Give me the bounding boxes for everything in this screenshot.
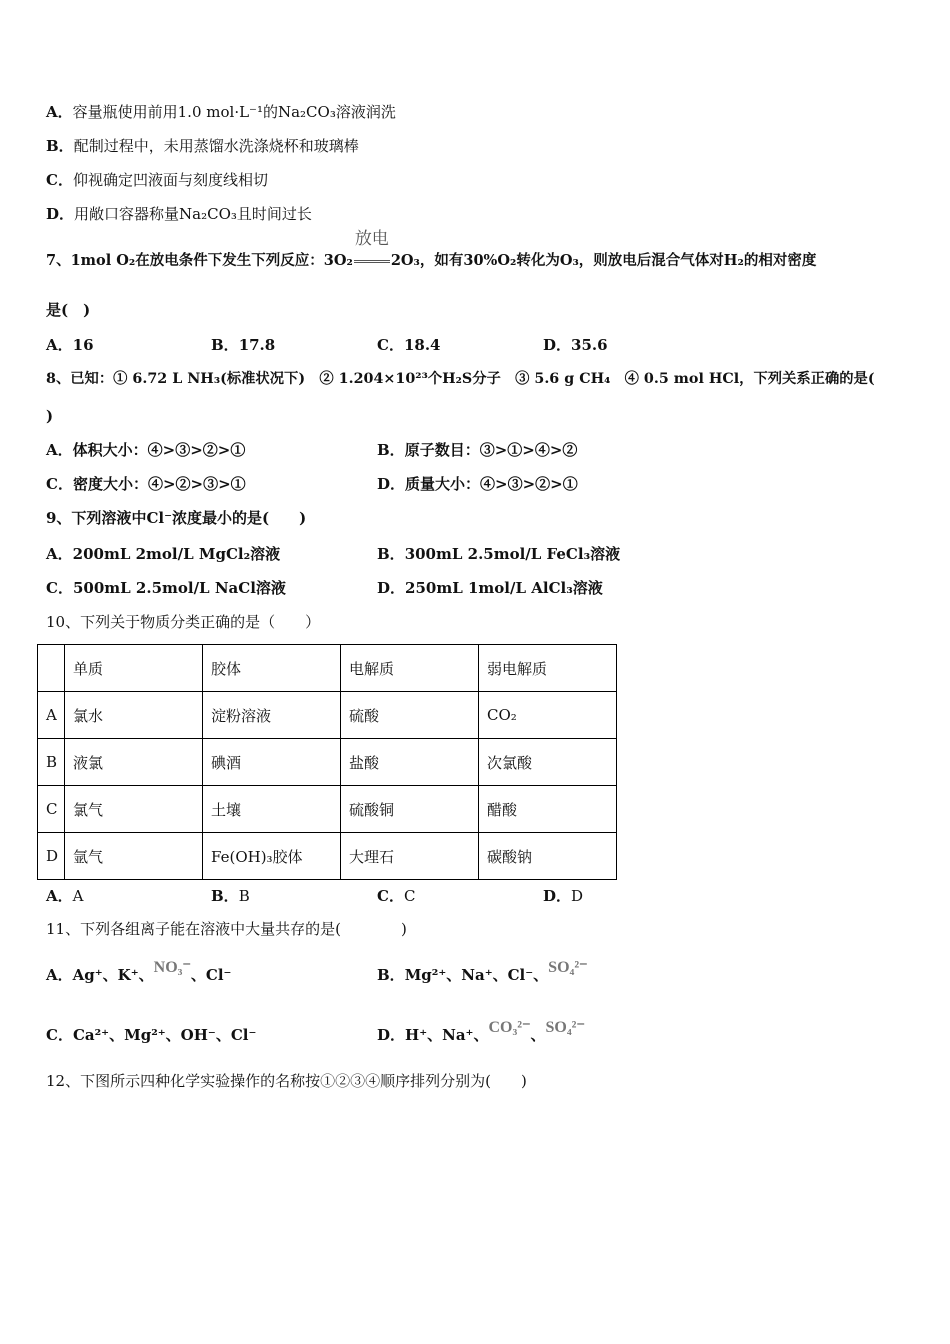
q11-option-a — [46, 959, 232, 986]
option-text: 容量瓶使用前用1.0 mol·L⁻¹的Na₂CO₃溶液润洗 — [72, 103, 396, 121]
q8-stem: 8、已知：① 6.72 L NH₃(标准状况下) ② 1.204×10²³个H₂S分子 ③ 5.6 g CH₄ ④ 0.5 mol HCl，下列关系正确的是( — [46, 371, 875, 387]
option-label: D． — [377, 475, 406, 493]
reaction-arrow — [353, 229, 391, 271]
q6-option-b — [46, 136, 359, 156]
table-header: 单质 — [65, 645, 203, 692]
option-label: D． — [543, 887, 572, 905]
option-label: C． — [46, 1026, 73, 1044]
option-text: Mg²⁺、Na⁺、Cl⁻、 — [404, 966, 549, 984]
option-text: 用敞口容器称量Na₂CO₃且时间过长 — [74, 205, 312, 223]
q9-option-d — [377, 578, 603, 598]
option-text: 300mL 2.5mol/L FeCl₃溶液 — [404, 545, 621, 563]
q11-option-d — [377, 1019, 585, 1046]
q7-stem-pre: 7、1mol O₂在放电条件下发生下列反应：3O₂ — [46, 252, 353, 269]
option-text: B — [238, 887, 250, 905]
q7-option-a — [46, 335, 94, 355]
q6-option-c — [46, 170, 268, 190]
option-label: C． — [377, 887, 404, 905]
ion-formula: NO₃⁻ — [153, 959, 191, 976]
option-text: 250mL 1mol/L AlCl₃溶液 — [405, 579, 603, 597]
option-text: 35.6 — [571, 336, 608, 354]
q7-option-c — [377, 335, 441, 355]
q7-option-d — [543, 335, 608, 355]
q12-stem-text: 12、下图所示四种化学实验操作的名称按①②③④顺序排列分别为( ) — [46, 1072, 527, 1090]
option-label: A． — [46, 103, 73, 121]
q8-stem-line2: ) — [46, 407, 54, 425]
table-cell: D — [38, 833, 65, 880]
q8-option-a — [46, 440, 245, 460]
table-cell: CO₂ — [479, 692, 617, 739]
option-text: H⁺、Na⁺、 — [405, 1026, 489, 1044]
q11-option-b — [377, 959, 588, 986]
option-label: D． — [543, 336, 572, 354]
option-text: Ag⁺、K⁺、 — [72, 966, 154, 984]
q10-stem: 10、下列关于物质分类正确的是（ ） — [46, 613, 321, 631]
table-cell: 淀粉溶液 — [203, 692, 341, 739]
table-cell: B — [38, 739, 65, 786]
table-cell: A — [38, 692, 65, 739]
option-text: D — [571, 887, 584, 905]
reaction-condition: 放电 — [354, 229, 389, 249]
table-row — [38, 739, 617, 786]
table-cell: C — [38, 786, 65, 833]
table-header-row — [38, 645, 617, 692]
q10-option-a — [46, 886, 83, 906]
q6-option-d — [46, 204, 312, 224]
table-header: 电解质 — [341, 645, 479, 692]
option-label: D． — [46, 205, 75, 223]
table-cell: Fe(OH)₃胶体 — [203, 833, 341, 880]
q7-stem-line2: 是( ) — [46, 301, 91, 319]
option-label: A． — [46, 441, 73, 459]
option-label: B． — [211, 336, 239, 354]
option-text: A — [72, 887, 84, 905]
option-separator: 、 — [530, 1026, 546, 1044]
q8-option-d — [377, 474, 578, 494]
table-cell: 氩气 — [65, 833, 203, 880]
option-label: D． — [377, 579, 406, 597]
option-label: B． — [377, 966, 405, 984]
table-cell: 大理石 — [341, 833, 479, 880]
table-cell: 碘酒 — [203, 739, 341, 786]
option-text: 密度大小：④>②>③>① — [72, 475, 246, 493]
option-label: B． — [211, 887, 239, 905]
table-cell: 硫酸 — [341, 692, 479, 739]
option-label: A． — [46, 966, 73, 984]
table-cell: 硫酸铜 — [341, 786, 479, 833]
option-label: C． — [46, 171, 73, 189]
q10-option-d — [543, 886, 583, 906]
option-text: 原子数目：③>①>④>② — [404, 441, 578, 459]
table-cell: 次氯酸 — [479, 739, 617, 786]
q7-stem — [46, 229, 817, 271]
option-text: C — [403, 887, 416, 905]
q9-option-c — [46, 578, 286, 598]
classification-table — [37, 644, 617, 880]
q9-option-a — [46, 544, 280, 564]
table-cell: 氯水 — [65, 692, 203, 739]
q11-option-c — [46, 1025, 256, 1045]
q7-stem-post: 2O₃，如有30%O₂转化为O₃，则放电后混合气体对H₂的相对密度 — [390, 252, 817, 269]
table-row — [38, 833, 617, 880]
option-label: A． — [46, 887, 73, 905]
option-label: D． — [377, 1026, 406, 1044]
table-header: 弱电解质 — [479, 645, 617, 692]
option-label: B． — [377, 441, 405, 459]
ion-formula: CO₃²⁻ — [488, 1019, 531, 1036]
option-label: C． — [46, 475, 73, 493]
q7-option-b — [211, 335, 275, 355]
table-cell: 碳酸钠 — [479, 833, 617, 880]
table-cell: 液氯 — [65, 739, 203, 786]
table-row — [38, 786, 617, 833]
q9-stem: 9、下列溶液中Cl⁻浓度最小的是( ) — [46, 509, 307, 527]
q8-option-c — [46, 474, 246, 494]
option-text: 200mL 2mol/L MgCl₂溶液 — [72, 545, 281, 563]
table-row — [38, 692, 617, 739]
option-label: A． — [46, 336, 73, 354]
option-text: Ca²⁺、Mg²⁺、OH⁻、Cl⁻ — [72, 1026, 257, 1044]
table-cell: 土壤 — [203, 786, 341, 833]
ion-formula: SO₄²⁻ — [545, 1019, 585, 1036]
q10-option-b — [211, 886, 250, 906]
q10-option-c — [377, 886, 415, 906]
option-label: C． — [377, 336, 404, 354]
table-header: 胶体 — [203, 645, 341, 692]
q6-option-a — [46, 102, 396, 122]
option-text-tail: 、Cl⁻ — [190, 966, 232, 984]
table-cell: 氯气 — [65, 786, 203, 833]
option-text: 体积大小：④>③>②>① — [72, 441, 246, 459]
option-text: 500mL 2.5mol/L NaCl溶液 — [72, 579, 286, 597]
q9-option-b — [377, 544, 620, 564]
table-cell: 醋酸 — [479, 786, 617, 833]
option-text: 仰视确定凹液面与刻度线相切 — [72, 171, 268, 189]
option-text: 16 — [72, 336, 94, 354]
table-cell — [38, 645, 65, 692]
option-text: 配制过程中，未用蒸馏水洗涤烧杯和玻璃棒 — [73, 137, 359, 155]
table-cell: 盐酸 — [341, 739, 479, 786]
ion-formula: SO₄²⁻ — [548, 959, 588, 976]
q12-stem — [46, 1071, 527, 1091]
option-text: 18.4 — [403, 336, 441, 354]
option-label: B． — [46, 137, 74, 155]
q8-option-b — [377, 440, 577, 460]
option-label: C． — [46, 579, 73, 597]
option-label: B． — [377, 545, 405, 563]
option-text: 质量大小：④>③>②>① — [405, 475, 578, 493]
q11-stem: 11、下列各组离子能在溶液中大量共存的是( ) — [46, 920, 407, 938]
option-label: A． — [46, 545, 73, 563]
option-text: 17.8 — [238, 336, 276, 354]
